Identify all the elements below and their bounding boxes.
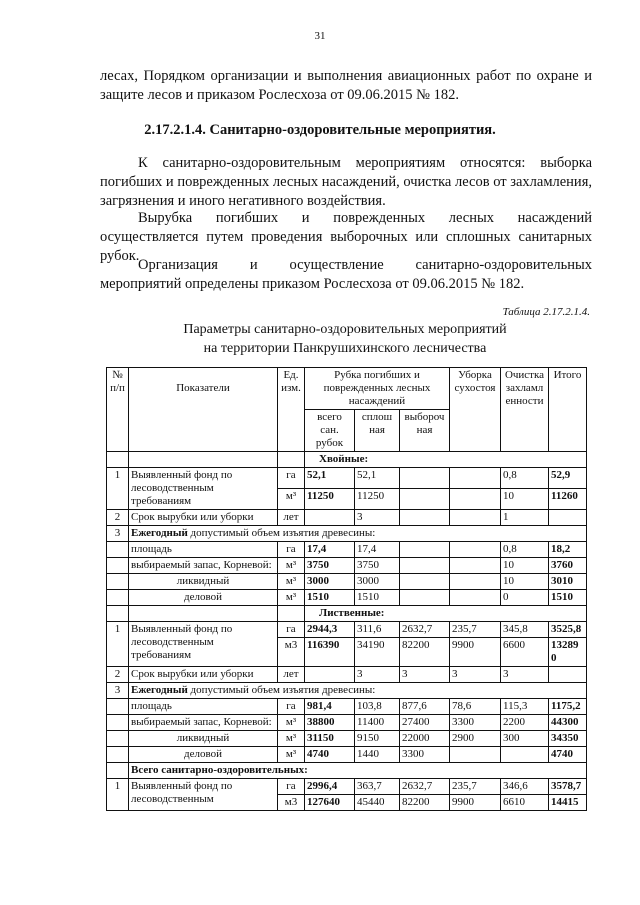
cell: 3750 [355,558,400,574]
row-label: ликвидный [129,574,278,590]
row-num: 1 [107,468,129,510]
cell [450,590,501,606]
cell: 34190 [355,638,400,667]
table-row [107,779,587,795]
cell: 82200 [400,795,450,811]
header-deadwood: Уборка сухостоя [450,368,501,452]
row-annual-label [129,526,587,542]
cell: 11400 [355,715,400,731]
cell: 14415 [549,795,587,811]
cell: 0 [501,590,549,606]
row-label: выбираемый запас, Корневой: [129,715,278,731]
cell: 11250 [305,489,355,510]
table-row [107,590,587,606]
cell [450,574,501,590]
cell: 2632,7 [400,779,450,795]
cell: 2632,7 [400,622,450,638]
cell: 2944,3 [305,622,355,638]
cell: 18,2 [549,542,587,558]
row-unit: га [278,699,305,715]
header-total: Итого [549,368,587,452]
cell: 52,1 [305,468,355,489]
cell: 3010 [549,574,587,590]
cell: 346,6 [501,779,549,795]
table-row [107,731,587,747]
cell [400,574,450,590]
annual-rest: допустимый объем изъятия древесины: [190,684,376,696]
row-num: 2 [107,667,129,683]
row-unit: м3 [278,638,305,667]
table-label: Таблица 2.17.2.1.4. [502,306,590,318]
cell: 6600 [501,638,549,667]
header-selective: выбороч ная [400,410,450,452]
paragraph-definition: К санитарно-оздоровительным мероприятиям относятся: выборка погибших и поврежденных лесных насаждений, очистка лесов от захламления, загрязнения и иного негативного воздействия. [100,155,592,209]
cell [450,468,501,489]
cell: 3000 [305,574,355,590]
cell: 345,8 [501,622,549,638]
cell [450,489,501,510]
row-label: площадь [129,699,278,715]
cell: 38800 [305,715,355,731]
cell: 363,7 [355,779,400,795]
section-row [107,452,587,468]
cell: 3750 [305,558,355,574]
cell: 1 [501,510,549,526]
table-header-row [107,368,587,410]
header-clear-cut: сплош ная [355,410,400,452]
cell [400,590,450,606]
cell: 9900 [450,795,501,811]
cell: 27400 [400,715,450,731]
cell [400,558,450,574]
cell: 2996,4 [305,779,355,795]
header-total-felling: всего сан. рубок [305,410,355,452]
annual-rest: допустимый объем изъятия древесины: [190,527,376,539]
cell: 45440 [355,795,400,811]
cell: 11260 [549,489,587,510]
row-unit: га [278,542,305,558]
row-label: Выявленный фонд по лесоводственным требованиям [129,468,278,510]
sanitary-measures-table [106,367,587,811]
cell [450,510,501,526]
row-unit: лет [278,667,305,683]
row-label: деловой [129,747,278,763]
cell: 2200 [501,715,549,731]
row-label: Срок вырубки или уборки [129,667,278,683]
row-label: ликвидный [129,731,278,747]
cell: 127640 [305,795,355,811]
row-label: деловой [129,590,278,606]
table-title-line2: на территории Панкрушихинского лесничества [203,341,487,356]
row-num: 3 [107,683,129,699]
cell: 78,6 [450,699,501,715]
cell [400,542,450,558]
table-row [107,574,587,590]
table-row [107,558,587,574]
cell: 3000 [355,574,400,590]
row-unit: м³ [278,590,305,606]
cell: 3 [355,667,400,683]
row-num: 2 [107,510,129,526]
cell: 981,4 [305,699,355,715]
header-num: № п/п [107,368,129,452]
cell: 3 [355,510,400,526]
cell: 3300 [400,747,450,763]
row-unit: лет [278,510,305,526]
cell: 3525,8 [549,622,587,638]
table-row [107,542,587,558]
row-num: 1 [107,779,129,811]
cell [305,510,355,526]
row-unit: м³ [278,489,305,510]
row-unit: м³ [278,731,305,747]
row-unit: м³ [278,747,305,763]
cell [305,667,355,683]
annual-bold: Ежегодный [131,684,188,696]
cell: 877,6 [400,699,450,715]
cell: 34350 [549,731,587,747]
cell: 3578,7 [549,779,587,795]
header-felling: Рубка погибших и поврежденных лесных насаждений [305,368,450,410]
table-row [107,667,587,683]
cell: 311,6 [355,622,400,638]
table-row [107,468,587,489]
cell: 13289 0 [549,638,587,667]
cell: 31150 [305,731,355,747]
table-title-line1: Параметры санитарно-оздоровительных мероприятий [183,322,507,337]
annual-bold: Ежегодный [131,527,188,539]
cell: 3 [501,667,549,683]
table-row [107,699,587,715]
cell [400,468,450,489]
cell: 10 [501,574,549,590]
row-label: площадь [129,542,278,558]
cell [549,510,587,526]
table-row [107,622,587,638]
table-row [107,510,587,526]
row-label: Срок вырубки или уборки [129,510,278,526]
cell: 3 [450,667,501,683]
cell: 17,4 [305,542,355,558]
cell [549,667,587,683]
cell: 1440 [355,747,400,763]
cell: 1510 [305,590,355,606]
header-cleaning: Очистка захламл енности [501,368,549,452]
row-annual-label [129,683,587,699]
paragraph-intro: лесах, Порядком организации и выполнения авиационных работ по охране и защите лесов и приказом Рослесхоза от 09.06.2015 № 182. [100,68,592,103]
cell: 9900 [450,638,501,667]
row-label: Выявленный фонд по лесоводственным [129,779,278,811]
cell: 3760 [549,558,587,574]
cell [501,747,549,763]
cell: 115,3 [501,699,549,715]
cell [450,558,501,574]
page-number: 31 [314,30,326,42]
cell: 4740 [549,747,587,763]
header-unit: Ед. изм. [278,368,305,452]
cell: 116390 [305,638,355,667]
cell: 52,1 [355,468,400,489]
section-all: Всего санитарно-оздоровительных: [129,763,587,779]
row-unit: м3 [278,795,305,811]
row-unit: га [278,622,305,638]
row-unit: м³ [278,558,305,574]
cell: 235,7 [450,779,501,795]
cell: 10 [501,489,549,510]
row-unit: м³ [278,715,305,731]
cell: 10 [501,558,549,574]
table-row [107,683,587,699]
row-label: Выявленный фонд по лесоводственным требованиям [129,622,278,667]
cell: 1175,2 [549,699,587,715]
cell: 3300 [450,715,501,731]
cell: 2900 [450,731,501,747]
section-deciduous: Лиственные: [305,606,587,622]
cell: 52,9 [549,468,587,489]
cell: 17,4 [355,542,400,558]
row-num: 1 [107,622,129,667]
cell: 82200 [400,638,450,667]
cell: 9150 [355,731,400,747]
table-row [107,526,587,542]
cell: 103,8 [355,699,400,715]
cell: 235,7 [450,622,501,638]
cell [400,510,450,526]
row-label: выбираемый запас, Корневой: [129,558,278,574]
cell: 0,8 [501,468,549,489]
row-unit: м³ [278,574,305,590]
row-unit: га [278,468,305,489]
cell: 6610 [501,795,549,811]
table-row [107,715,587,731]
row-num: 3 [107,526,129,542]
cell: 22000 [400,731,450,747]
cell: 1510 [549,590,587,606]
header-indicator: Показатели [129,368,278,452]
section-row [107,763,587,779]
cell: 1510 [355,590,400,606]
cell [450,747,501,763]
paragraph-organization: Организация и осуществление санитарно-оздоровительных мероприятий определены приказом Рослесхоза от 09.06.2015 № 182. [100,257,592,292]
cell [450,542,501,558]
cell: 4740 [305,747,355,763]
cell: 44300 [549,715,587,731]
cell: 11250 [355,489,400,510]
cell [400,489,450,510]
cell: 3 [400,667,450,683]
cell: 300 [501,731,549,747]
paragraph-felling: Вырубка погибших и поврежденных лесных насаждений осуществляется путем проведения выборочных или сплошных санитарных рубок. [100,210,592,264]
section-coniferous: Хвойные: [305,452,587,468]
row-unit: га [278,779,305,795]
section-heading: 2.17.2.1.4. Санитарно-оздоровительные мероприятия. [144,122,496,138]
table-title [0,320,640,358]
section-row [107,606,587,622]
cell: 0,8 [501,542,549,558]
table-row [107,747,587,763]
